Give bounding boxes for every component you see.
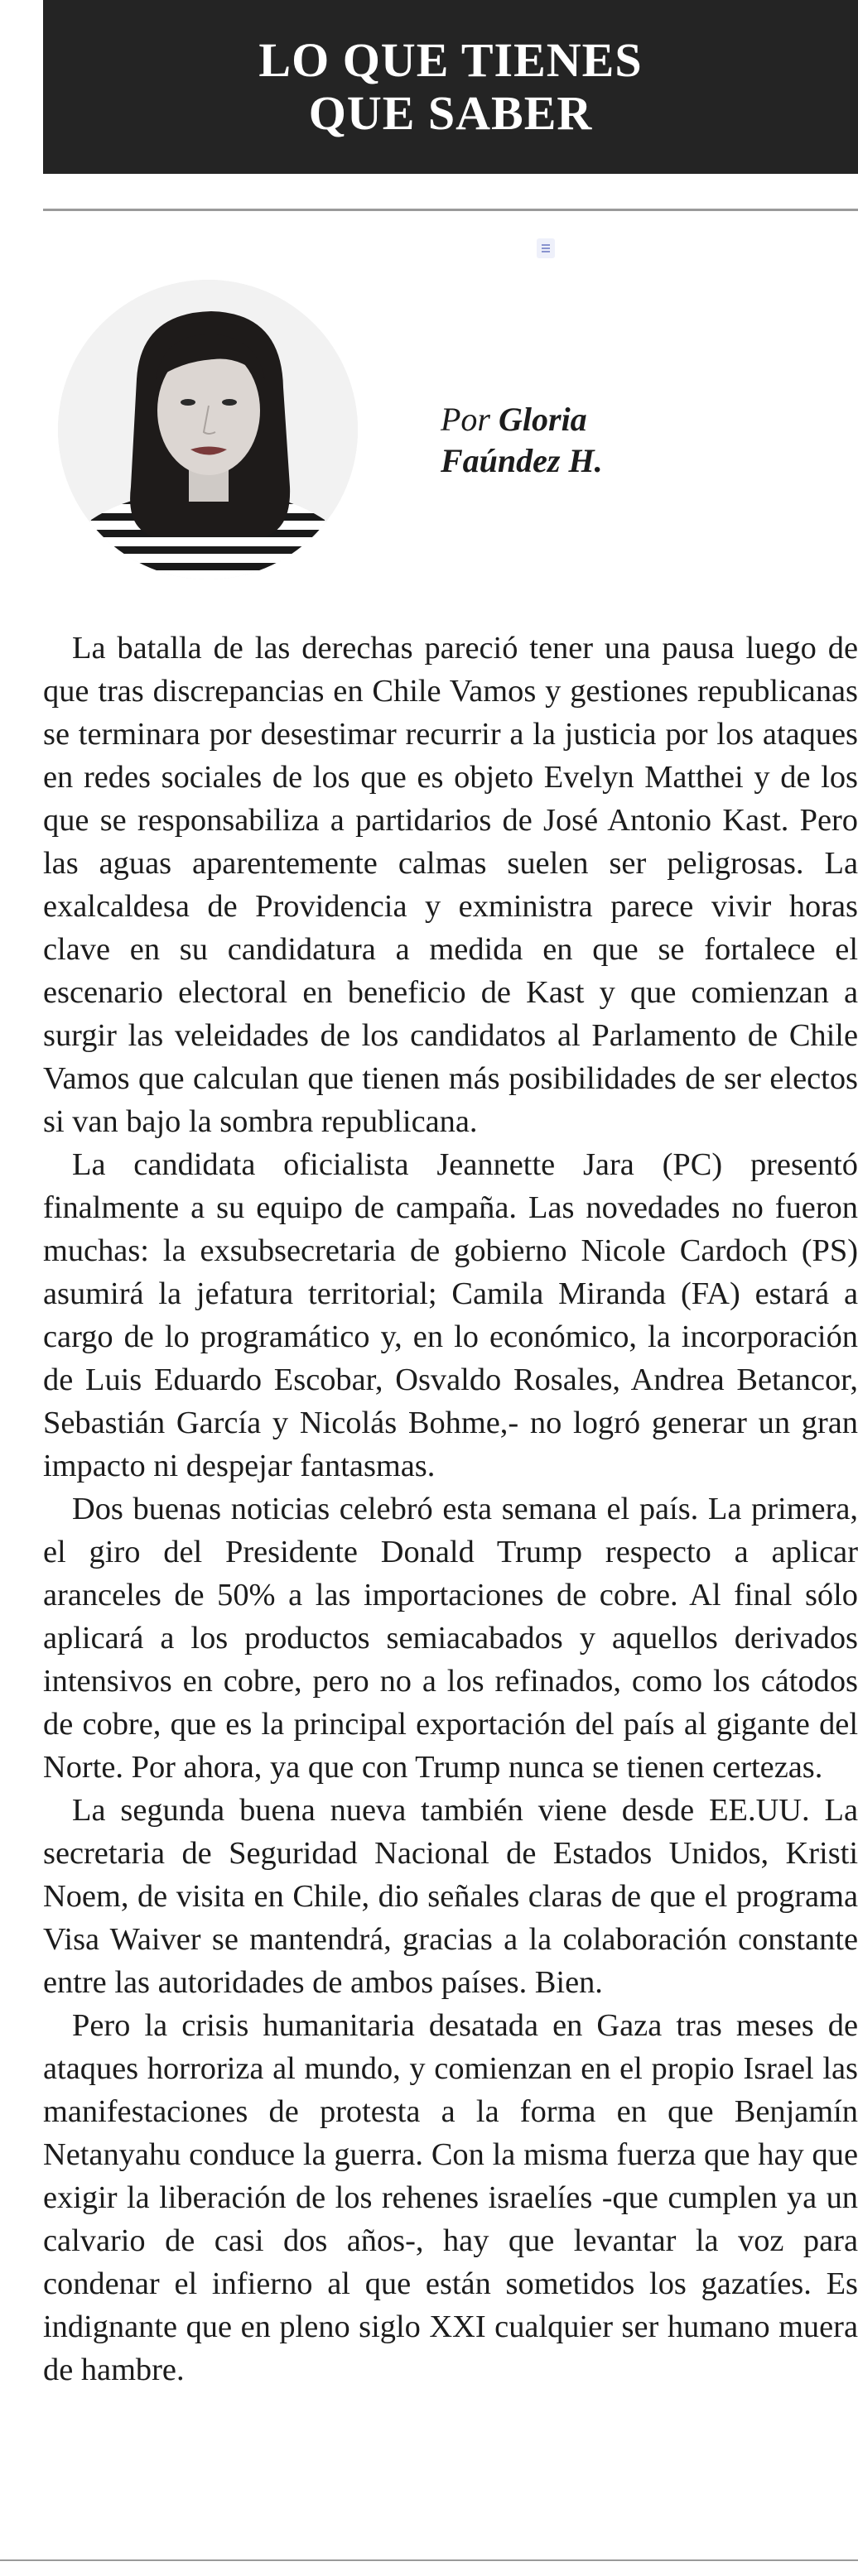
- author-byline: [441, 399, 689, 482]
- author-name-last: Faúndez H.: [441, 442, 603, 479]
- byline-prefix: Por: [441, 401, 490, 438]
- top-divider: [43, 209, 858, 211]
- article-paragraph: La candidata oficialista Jeannette Jara (PC) presentó finalmente a su equipo de campaña. Las novedades no fueron muchas: la exsubsecretaria de gobierno Nicole Cardoch (PS) asumirá la jefatura territorial; Camila Miranda (FA) estará a cargo de lo programático y, en lo económico, la incorporación de Luis Eduardo Escobar, Osvaldo Rosales, Andrea Betancor, Sebastián García y Nicolás Bohme,- no logró generar un gran impacto ni despejar fantasmas.: [43, 1147, 858, 1483]
- article-paragraph: Dos buenas noticias celebró esta semana el país. La primera, el giro del Presidente Donald Trump respecto a aplicar aranceles de 50% a las importaciones de cobre. Al final sólo aplicará a los productos semiacabados y aquellos derivados intensivos en cobre, pero no a los refinados, como los cátodos de cobre, que es la principal exportación del país al gigante del Norte. Por ahora, ya que con Trump nunca se tienen certezas.: [43, 1492, 858, 1785]
- article-paragraph: La batalla de las derechas pareció tener una pausa luego de que tras discrepancias en Chile Vamos y gestiones republicanas se terminara por desestimar recurrir a la justicia por los ataques en redes sociales de los que es objeto Evelyn Matthei y de los que se responsabiliza a partidarios de José Antonio Kast. Pero las aguas aparentemente calmas suelen ser peligrosas. La exalcaldesa de Providencia y exministra parece vivir horas clave en su candidatura a medida en que se fortalece el escenario electoral en beneficio de Kast y que comienzan a surgir las veleidades de los candidatos al Parlamento de Chile Vamos que calculan que tienen más posibilidades de ser electos si van bajo la sombra republicana.: [43, 631, 858, 1139]
- article-paragraph: La segunda buena nueva también viene desde EE.UU. La secretaria de Seguridad Nacional de Estados Unidos, Kristi Noem, de visita en Chile, dio señales claras de que el programa Visa Waiver se mantendrá, gracias a la colaboración constante entre las autoridades de ambos países. Bien.: [43, 1793, 858, 2000]
- author-portrait-icon: [58, 280, 358, 579]
- section-title-line-2: QUE SABER: [308, 86, 593, 140]
- article-paragraph: Pero la crisis humanitaria desatada en Gaza tras meses de ataques horroriza al mundo, y comienzan en el propio Israel las manifestaciones de protesta a la forma en que Benjamín Netanyahu conduce la guerra. Con la misma fuerza que hay que exigir la liberación de los rehenes israelíes -que cumplen ya un calvario de casi dos años-, hay que levantar la voz para condenar el infierno al que están sometidos los gazatíes. Es indignante que en pleno siglo XXI cualquier ser humano muera de hambre.: [43, 2008, 858, 2387]
- section-header: [43, 0, 858, 174]
- section-title-line-1: LO QUE TIENES: [258, 33, 643, 87]
- bottom-divider: [0, 2559, 858, 2561]
- article-body: [43, 627, 858, 2391]
- author-name-first: Gloria: [499, 401, 587, 438]
- author-photo: [58, 280, 358, 579]
- document-icon: [537, 238, 555, 258]
